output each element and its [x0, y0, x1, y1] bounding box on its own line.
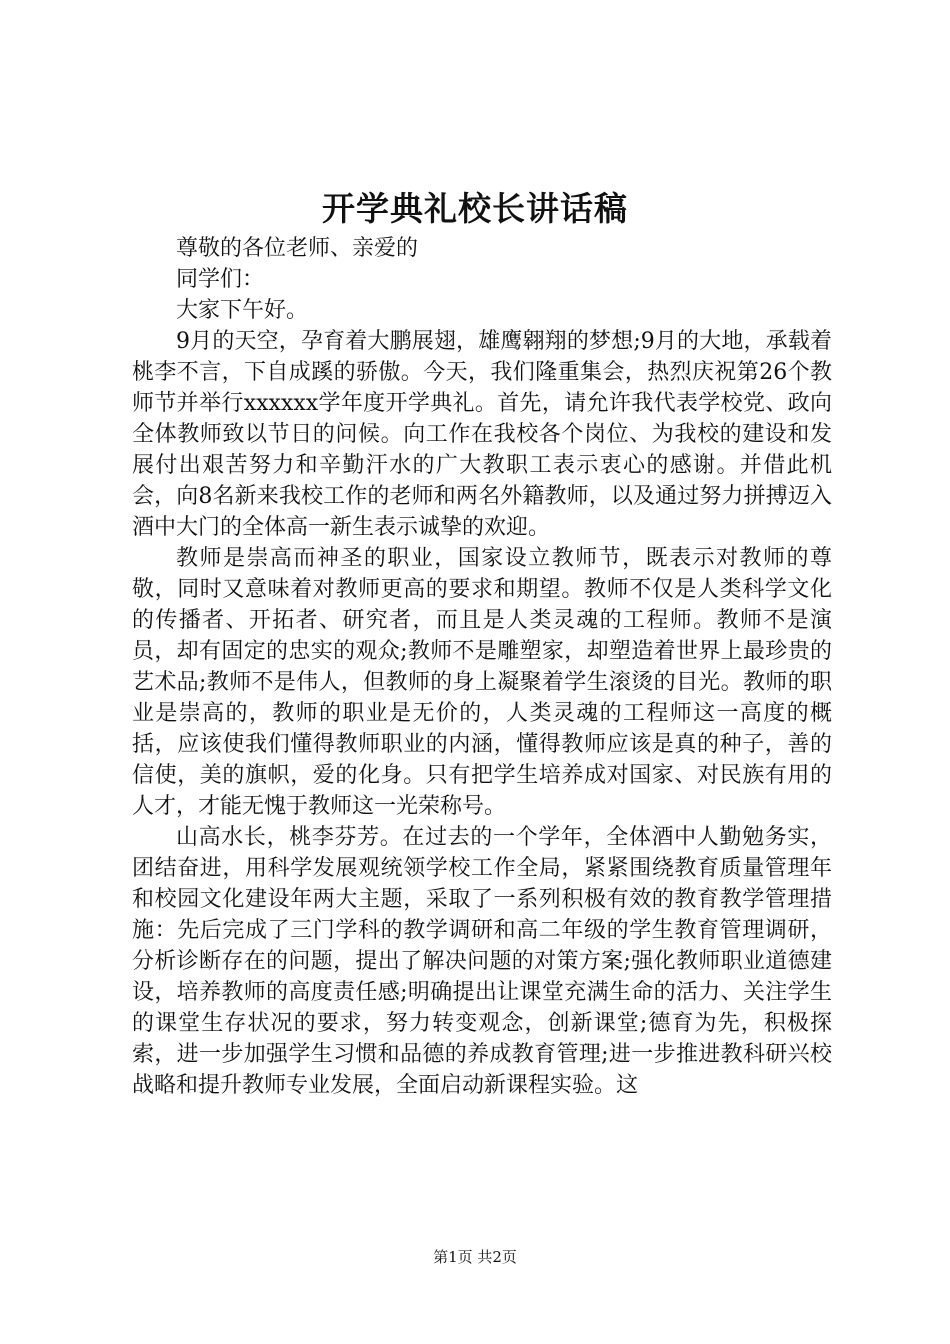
greeting-line: 大家下午好。	[176, 298, 309, 323]
paragraph: 教师是崇高而神圣的职业，国家设立教师节，既表示对教师的尊敬，同时又意味着对教师更高的要求和期望。教师不仅是人类科学文化的传播者、开拓者、研究者，而且是人类灵魂的工程师。教师不是演员，却有固定的忠实的观众;教师不是雕塑家，却塑造着世界上最珍贵的艺术品;教师不是伟人，但教师的身上凝聚着学生滚烫的目光。教师的职业是崇高的，教师的职业是无价的，人类灵魂的工程师这一高度的概括，应该使我们懂得教师职业的内涵，懂得教师应该是真的种子，善的信使，美的旗帜，爱的化身。只有把学生培养成对国家、对民族有用的人才，才能无愧于教师这一光荣称号。	[132, 546, 832, 819]
paragraph: 山高水长，桃李芬芳。在过去的一个学年，全体酒中人勤勉务实，团结奋进，用科学发展观统领学校工作全局，紧紧围绕教育质量管理年和校园文化建设年两大主题，采取了一系列积极有效的教育教学管理措施：先后完成了三门学科的教学调研和高二年级的学生教育管理调研，分析诊断存在的问题，提出了解决问题的对策方案;强化教师职业道德建设，培养教师的高度责任感;明确提出让课堂充满生命的活力、关注学生的课堂生存状况的要求，努力转变观念，创新课堂;德育为先，积极探索，进一步加强学生习惯和品德的养成教育管理;进一步推进教科研兴校战略和提升教师专业发展，全面启动新课程实验。这	[132, 825, 832, 1098]
page-footer: 第1页 共2页	[433, 1248, 517, 1266]
paragraph: 9月的天空，孕育着大鹏展翅，雄鹰翱翔的梦想;9月的大地，承载着桃李不言，下自成蹊的骄傲。今天，我们隆重集会，热烈庆祝第26个教师节并举行xxxxxx学年度开学典礼。首先，请允许我代表学校党、政向全体教师致以节日的问候。向工作在我校各个岗位、为我校的建设和发展付出艰苦努力和辛勤汗水的广大教职工表示衷心的感谢。并借此机会，向8名新来我校工作的老师和两名外籍教师，以及通过努力拼搏迈入酒中大门的全体高一新生表示诚挚的欢迎。	[132, 329, 832, 540]
greeting-line: 尊敬的各位老师、亲爱的	[176, 236, 419, 261]
greeting-line: 同学们：	[176, 267, 265, 292]
document-body	[132, 233, 832, 1101]
page-title: 开学典礼校长讲话稿	[322, 189, 628, 228]
